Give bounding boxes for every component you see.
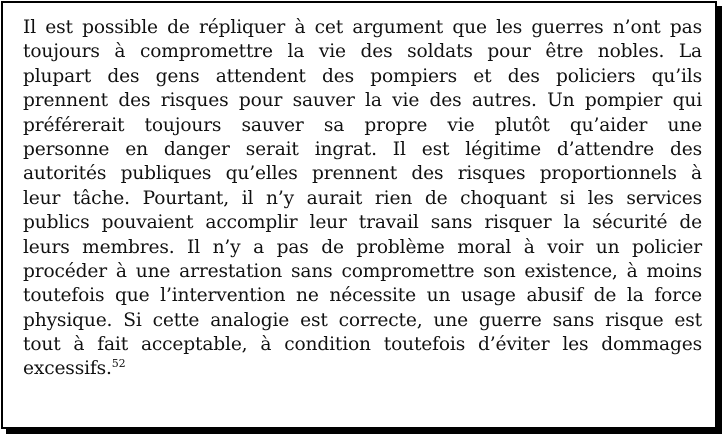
paragraph-line: procéder à une arrestation sans compromettre son existence, à moins — [23, 260, 702, 282]
paragraph-line: préférerait toujours sauver sa propre vie plutôt qu’aider une — [23, 114, 702, 136]
paragraph-line: tout à fait acceptable, à condition toutefois d’éviter les dommages — [23, 334, 702, 356]
paragraph-last-line — [23, 357, 702, 381]
paragraph — [23, 16, 702, 382]
paragraph-line: personne en danger serait ingrat. Il est légitime d’attendre des — [23, 138, 702, 160]
paragraph-line-text: excessifs. — [23, 358, 112, 380]
paragraph-line: toujours à compromettre la vie des soldats pour être nobles. La — [23, 41, 702, 63]
paragraph-line: autorités publiques qu’elles prennent des risques proportionnels à — [23, 163, 702, 185]
paragraph-line: leurs membres. Il n’y a pas de problème moral à voir un policier — [23, 236, 702, 258]
paragraph-line: Il est possible de répliquer à cet argument que les guerres n’ont pas — [23, 17, 702, 38]
paragraph-line: publics pouvaient accomplir leur travail sans risquer la sécurité de — [23, 212, 702, 234]
footnote-reference: 52 — [111, 357, 126, 371]
paragraph-line: toutefois que l’intervention ne nécessite un usage abusif de la force — [23, 285, 702, 307]
text-frame — [1, 1, 717, 429]
paragraph-line: plupart des gens attendent des pompiers et des policiers qu’ils — [23, 65, 702, 87]
paragraph-line: prennent des risques pour sauver la vie des autres. Un pompier qui — [23, 90, 702, 112]
paragraph-line: leur tâche. Pourtant, il n’y aurait rien de choquant si les services — [23, 187, 702, 209]
paragraph-line: physique. Si cette analogie est correcte, une guerre sans risque est — [23, 309, 702, 331]
